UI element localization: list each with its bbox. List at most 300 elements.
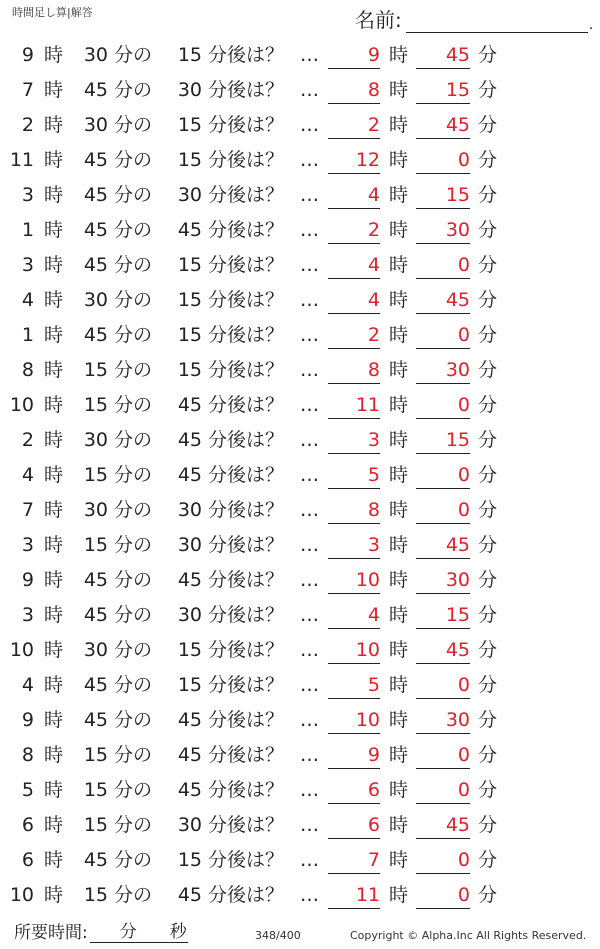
add-minutes: 15 — [177, 639, 202, 661]
answer-minute[interactable]: 45 — [416, 812, 470, 839]
minute-of-label: 分の — [114, 289, 153, 311]
add-minutes: 15 — [177, 149, 202, 171]
start-hour: 11 — [9, 149, 34, 171]
answer-hour-unit: 時 — [389, 254, 409, 276]
hour-unit: 時 — [44, 289, 64, 311]
answer-minute[interactable]: 0 — [416, 147, 470, 174]
problem-row — [0, 283, 600, 318]
answer-hour-unit: 時 — [389, 44, 409, 66]
add-minutes: 45 — [177, 219, 202, 241]
problem-row — [0, 423, 600, 458]
add-minutes: 15 — [177, 44, 202, 66]
answer-minute[interactable]: 45 — [416, 287, 470, 314]
start-hour: 4 — [21, 464, 34, 486]
minute-after-label: 分後は？ — [208, 744, 285, 766]
answer-minute[interactable]: 0 — [416, 672, 470, 699]
answer-minute[interactable]: 0 — [416, 497, 470, 524]
ellipsis: … — [300, 814, 319, 836]
add-minutes: 30 — [177, 184, 202, 206]
problem-row — [0, 318, 600, 353]
minute-unit: 分 — [119, 922, 137, 942]
answer-minute[interactable]: 30 — [416, 707, 470, 734]
answer-hour-unit: 時 — [389, 639, 409, 661]
answer-minute[interactable]: 0 — [416, 847, 470, 874]
minute-of-label: 分の — [114, 79, 153, 101]
start-hour: 8 — [21, 744, 34, 766]
answer-hour[interactable]: 5 — [328, 462, 380, 489]
add-minutes: 45 — [177, 744, 202, 766]
minute-of-label: 分の — [114, 254, 153, 276]
answer-hour-unit: 時 — [389, 114, 409, 136]
minute-of-label: 分の — [114, 884, 153, 906]
answer-minute[interactable]: 15 — [416, 182, 470, 209]
problem-row — [0, 493, 600, 528]
answer-minute-unit: 分 — [478, 744, 498, 766]
problem-row — [0, 143, 600, 178]
answer-hour-unit: 時 — [389, 849, 409, 871]
add-minutes: 15 — [177, 324, 202, 346]
start-hour: 7 — [21, 79, 34, 101]
answer-hour-unit: 時 — [389, 429, 409, 451]
minute-after-label: 分後は？ — [208, 534, 285, 556]
minute-of-label: 分の — [114, 394, 153, 416]
answer-minute-unit: 分 — [478, 569, 498, 591]
answer-hour[interactable]: 2 — [328, 112, 380, 139]
minute-of-label: 分の — [114, 184, 153, 206]
answer-minute-unit: 分 — [478, 499, 498, 521]
answer-hour[interactable]: 8 — [328, 357, 380, 384]
problem-row — [0, 703, 600, 738]
answer-minute-unit: 分 — [478, 79, 498, 101]
answer-hour[interactable]: 4 — [328, 287, 380, 314]
add-minutes: 15 — [177, 359, 202, 381]
name-label: 名前: — [355, 8, 402, 32]
start-hour: 9 — [21, 569, 34, 591]
start-minute: 30 — [83, 289, 108, 311]
minute-after-label: 分後は？ — [208, 289, 285, 311]
start-minute: 45 — [83, 674, 108, 696]
ellipsis: … — [300, 44, 319, 66]
minute-after-label: 分後は？ — [208, 219, 285, 241]
hour-unit: 時 — [44, 149, 64, 171]
start-minute: 15 — [83, 744, 108, 766]
answer-minute[interactable]: 15 — [416, 602, 470, 629]
minute-after-label: 分後は？ — [208, 359, 285, 381]
minute-after-label: 分後は？ — [208, 604, 285, 626]
hour-unit: 時 — [44, 674, 64, 696]
add-minutes: 15 — [177, 114, 202, 136]
hour-unit: 時 — [44, 569, 64, 591]
worksheet-title: 時間足し算|解答 — [12, 6, 93, 19]
answer-hour[interactable]: 3 — [328, 532, 380, 559]
start-minute: 15 — [83, 534, 108, 556]
start-minute: 45 — [83, 849, 108, 871]
name-blank-line[interactable] — [406, 10, 588, 33]
minute-after-label: 分後は？ — [208, 44, 285, 66]
add-minutes: 15 — [177, 849, 202, 871]
minute-of-label: 分の — [114, 219, 153, 241]
problem-row — [0, 108, 600, 143]
minute-of-label: 分の — [114, 849, 153, 871]
hour-unit: 時 — [44, 814, 64, 836]
answer-hour[interactable]: 9 — [328, 742, 380, 769]
answer-hour-unit: 時 — [389, 709, 409, 731]
answer-hour[interactable]: 9 — [328, 42, 380, 69]
add-minutes: 30 — [177, 499, 202, 521]
hour-unit: 時 — [44, 114, 64, 136]
hour-unit: 時 — [44, 359, 64, 381]
ellipsis: … — [300, 569, 319, 591]
minute-after-label: 分後は？ — [208, 779, 285, 801]
add-minutes: 30 — [177, 814, 202, 836]
answer-minute[interactable]: 0 — [416, 882, 470, 909]
hour-unit: 時 — [44, 184, 64, 206]
hour-unit: 時 — [44, 219, 64, 241]
start-hour: 3 — [21, 184, 34, 206]
answer-minute-unit: 分 — [478, 534, 498, 556]
minute-of-label: 分の — [114, 569, 153, 591]
start-hour: 1 — [21, 219, 34, 241]
minute-after-label: 分後は？ — [208, 499, 285, 521]
answer-hour-unit: 時 — [389, 779, 409, 801]
add-minutes: 30 — [177, 534, 202, 556]
second-unit: 秒 — [169, 922, 187, 942]
add-minutes: 45 — [177, 429, 202, 451]
answer-minute[interactable]: 45 — [416, 532, 470, 559]
ellipsis: … — [300, 359, 319, 381]
start-minute: 15 — [83, 814, 108, 836]
start-hour: 2 — [21, 114, 34, 136]
start-minute: 45 — [83, 569, 108, 591]
answer-minute-unit: 分 — [478, 394, 498, 416]
answer-minute[interactable]: 15 — [416, 77, 470, 104]
start-hour: 5 — [21, 779, 34, 801]
start-hour: 3 — [21, 254, 34, 276]
problem-row — [0, 73, 600, 108]
problem-row — [0, 738, 600, 773]
start-hour: 4 — [21, 289, 34, 311]
answer-hour-unit: 時 — [389, 744, 409, 766]
start-hour: 2 — [21, 429, 34, 451]
hour-unit: 時 — [44, 254, 64, 276]
answer-hour-unit: 時 — [389, 289, 409, 311]
start-minute: 30 — [83, 639, 108, 661]
start-hour: 4 — [21, 674, 34, 696]
problem-row — [0, 38, 600, 73]
hour-unit: 時 — [44, 779, 64, 801]
required-time — [14, 918, 188, 943]
problem-row — [0, 528, 600, 563]
answer-hour[interactable]: 4 — [328, 602, 380, 629]
minute-after-label: 分後は？ — [208, 324, 285, 346]
answer-minute-unit: 分 — [478, 709, 498, 731]
copyright: Copyright © Alpha.Inc All Rights Reserved. — [350, 929, 587, 942]
answer-minute[interactable]: 45 — [416, 112, 470, 139]
start-hour: 10 — [9, 394, 34, 416]
ellipsis: … — [300, 114, 319, 136]
ellipsis: … — [300, 639, 319, 661]
ellipsis: … — [300, 184, 319, 206]
ellipsis: … — [300, 604, 319, 626]
answer-minute-unit: 分 — [478, 184, 498, 206]
start-minute: 45 — [83, 604, 108, 626]
start-hour: 10 — [9, 884, 34, 906]
problem-row — [0, 248, 600, 283]
minute-after-label: 分後は？ — [208, 884, 285, 906]
minute-of-label: 分の — [114, 744, 153, 766]
answer-hour[interactable]: 8 — [328, 497, 380, 524]
hour-unit: 時 — [44, 884, 64, 906]
answer-hour-unit: 時 — [389, 394, 409, 416]
answer-minute-unit: 分 — [478, 254, 498, 276]
answer-minute-unit: 分 — [478, 359, 498, 381]
minute-of-label: 分の — [114, 814, 153, 836]
answer-hour[interactable]: 6 — [328, 777, 380, 804]
minute-of-label: 分の — [114, 149, 153, 171]
answer-minute-unit: 分 — [478, 674, 498, 696]
answer-hour-unit: 時 — [389, 499, 409, 521]
answer-hour-unit: 時 — [389, 149, 409, 171]
name-dot: . — [588, 17, 594, 33]
start-hour: 10 — [9, 639, 34, 661]
answer-minute-unit: 分 — [478, 324, 498, 346]
answer-hour-unit: 時 — [389, 884, 409, 906]
required-time-label: 所要時間: — [14, 923, 88, 943]
start-minute: 45 — [83, 79, 108, 101]
answer-minute-unit: 分 — [478, 639, 498, 661]
answer-hour[interactable]: 12 — [328, 147, 380, 174]
required-time-blank[interactable] — [90, 920, 188, 943]
answer-hour-unit: 時 — [389, 604, 409, 626]
minute-after-label: 分後は？ — [208, 394, 285, 416]
ellipsis: … — [300, 534, 319, 556]
answer-hour-unit: 時 — [389, 674, 409, 696]
ellipsis: … — [300, 324, 319, 346]
answer-minute[interactable]: 0 — [416, 322, 470, 349]
hour-unit: 時 — [44, 534, 64, 556]
hour-unit: 時 — [44, 394, 64, 416]
answer-minute-unit: 分 — [478, 884, 498, 906]
answer-hour[interactable]: 11 — [328, 392, 380, 419]
minute-after-label: 分後は？ — [208, 674, 285, 696]
answer-minute[interactable]: 0 — [416, 462, 470, 489]
start-minute: 45 — [83, 254, 108, 276]
minute-after-label: 分後は？ — [208, 709, 285, 731]
ellipsis: … — [300, 254, 319, 276]
answer-hour[interactable]: 11 — [328, 882, 380, 909]
start-hour: 8 — [21, 359, 34, 381]
answer-hour[interactable]: 5 — [328, 672, 380, 699]
answer-minute[interactable]: 45 — [416, 42, 470, 69]
start-minute: 45 — [83, 184, 108, 206]
answer-hour[interactable]: 2 — [328, 217, 380, 244]
answer-hour-unit: 時 — [389, 814, 409, 836]
ellipsis: … — [300, 464, 319, 486]
answer-minute-unit: 分 — [478, 44, 498, 66]
minute-of-label: 分の — [114, 779, 153, 801]
add-minutes: 15 — [177, 289, 202, 311]
minute-of-label: 分の — [114, 359, 153, 381]
hour-unit: 時 — [44, 429, 64, 451]
ellipsis: … — [300, 79, 319, 101]
answer-hour[interactable]: 6 — [328, 812, 380, 839]
ellipsis: … — [300, 149, 319, 171]
answer-minute-unit: 分 — [478, 604, 498, 626]
answer-minute[interactable]: 30 — [416, 357, 470, 384]
problem-row — [0, 563, 600, 598]
start-minute: 30 — [83, 499, 108, 521]
problem-row — [0, 668, 600, 703]
minute-after-label: 分後は？ — [208, 849, 285, 871]
ellipsis: … — [300, 884, 319, 906]
minute-of-label: 分の — [114, 709, 153, 731]
problem-row — [0, 633, 600, 668]
start-hour: 3 — [21, 534, 34, 556]
start-minute: 30 — [83, 44, 108, 66]
start-hour: 3 — [21, 604, 34, 626]
answer-hour[interactable]: 4 — [328, 252, 380, 279]
hour-unit: 時 — [44, 744, 64, 766]
ellipsis: … — [300, 289, 319, 311]
add-minutes: 30 — [177, 604, 202, 626]
answer-hour-unit: 時 — [389, 219, 409, 241]
problem-row — [0, 843, 600, 878]
answer-minute-unit: 分 — [478, 814, 498, 836]
hour-unit: 時 — [44, 324, 64, 346]
start-hour: 7 — [21, 499, 34, 521]
add-minutes: 45 — [177, 394, 202, 416]
minute-of-label: 分の — [114, 674, 153, 696]
answer-minute[interactable]: 0 — [416, 777, 470, 804]
hour-unit: 時 — [44, 499, 64, 521]
problem-row — [0, 598, 600, 633]
ellipsis: … — [300, 709, 319, 731]
answer-hour[interactable]: 7 — [328, 847, 380, 874]
problem-row — [0, 808, 600, 843]
start-hour: 9 — [21, 709, 34, 731]
add-minutes: 15 — [177, 674, 202, 696]
answer-minute-unit: 分 — [478, 149, 498, 171]
problem-row — [0, 388, 600, 423]
answer-hour[interactable]: 8 — [328, 77, 380, 104]
answer-minute-unit: 分 — [478, 289, 498, 311]
answer-minute-unit: 分 — [478, 429, 498, 451]
add-minutes: 45 — [177, 464, 202, 486]
add-minutes: 45 — [177, 884, 202, 906]
answer-minute[interactable]: 0 — [416, 742, 470, 769]
problem-row — [0, 213, 600, 248]
answer-hour[interactable]: 10 — [328, 707, 380, 734]
start-minute: 30 — [83, 114, 108, 136]
answer-hour-unit: 時 — [389, 359, 409, 381]
start-minute: 45 — [83, 324, 108, 346]
answer-minute-unit: 分 — [478, 219, 498, 241]
answer-hour[interactable]: 2 — [328, 322, 380, 349]
answer-hour-unit: 時 — [389, 324, 409, 346]
answer-minute[interactable]: 45 — [416, 637, 470, 664]
minute-after-label: 分後は？ — [208, 254, 285, 276]
answer-minute[interactable]: 0 — [416, 252, 470, 279]
answer-minute[interactable]: 15 — [416, 427, 470, 454]
minute-after-label: 分後は？ — [208, 569, 285, 591]
start-minute: 45 — [83, 709, 108, 731]
answer-minute[interactable]: 0 — [416, 392, 470, 419]
ellipsis: … — [300, 394, 319, 416]
ellipsis: … — [300, 429, 319, 451]
minute-of-label: 分の — [114, 639, 153, 661]
minute-after-label: 分後は？ — [208, 149, 285, 171]
add-minutes: 45 — [177, 779, 202, 801]
minute-of-label: 分の — [114, 464, 153, 486]
answer-hour-unit: 時 — [389, 79, 409, 101]
answer-hour[interactable]: 10 — [328, 637, 380, 664]
problem-row — [0, 773, 600, 808]
answer-hour[interactable]: 3 — [328, 427, 380, 454]
minute-after-label: 分後は？ — [208, 79, 285, 101]
start-minute: 15 — [83, 779, 108, 801]
minute-after-label: 分後は？ — [208, 429, 285, 451]
ellipsis: … — [300, 674, 319, 696]
ellipsis: … — [300, 744, 319, 766]
add-minutes: 15 — [177, 254, 202, 276]
answer-hour-unit: 時 — [389, 184, 409, 206]
start-minute: 45 — [83, 219, 108, 241]
problem-row — [0, 878, 600, 913]
ellipsis: … — [300, 219, 319, 241]
ellipsis: … — [300, 499, 319, 521]
start-hour: 1 — [21, 324, 34, 346]
hour-unit: 時 — [44, 709, 64, 731]
hour-unit: 時 — [44, 604, 64, 626]
answer-hour-unit: 時 — [389, 569, 409, 591]
minute-of-label: 分の — [114, 499, 153, 521]
answer-hour[interactable]: 4 — [328, 182, 380, 209]
page-number: 348/400 — [255, 929, 301, 942]
start-minute: 45 — [83, 149, 108, 171]
minute-of-label: 分の — [114, 534, 153, 556]
minute-after-label: 分後は？ — [208, 464, 285, 486]
minute-after-label: 分後は？ — [208, 639, 285, 661]
answer-minute-unit: 分 — [478, 849, 498, 871]
start-hour: 9 — [21, 44, 34, 66]
answer-hour[interactable]: 10 — [328, 567, 380, 594]
minute-after-label: 分後は？ — [208, 114, 285, 136]
minute-of-label: 分の — [114, 429, 153, 451]
answer-minute-unit: 分 — [478, 779, 498, 801]
minute-of-label: 分の — [114, 604, 153, 626]
minute-of-label: 分の — [114, 114, 153, 136]
answer-minute-unit: 分 — [478, 114, 498, 136]
add-minutes: 30 — [177, 79, 202, 101]
start-minute: 15 — [83, 884, 108, 906]
problem-row — [0, 178, 600, 213]
hour-unit: 時 — [44, 849, 64, 871]
ellipsis: … — [300, 779, 319, 801]
answer-hour-unit: 時 — [389, 534, 409, 556]
answer-minute[interactable]: 30 — [416, 567, 470, 594]
minute-of-label: 分の — [114, 324, 153, 346]
hour-unit: 時 — [44, 639, 64, 661]
add-minutes: 45 — [177, 709, 202, 731]
minute-after-label: 分後は？ — [208, 814, 285, 836]
start-minute: 15 — [83, 359, 108, 381]
problem-row — [0, 353, 600, 388]
problem-list — [0, 38, 600, 913]
name-field — [355, 4, 593, 33]
answer-minute[interactable]: 30 — [416, 217, 470, 244]
minute-after-label: 分後は？ — [208, 184, 285, 206]
start-hour: 6 — [21, 849, 34, 871]
